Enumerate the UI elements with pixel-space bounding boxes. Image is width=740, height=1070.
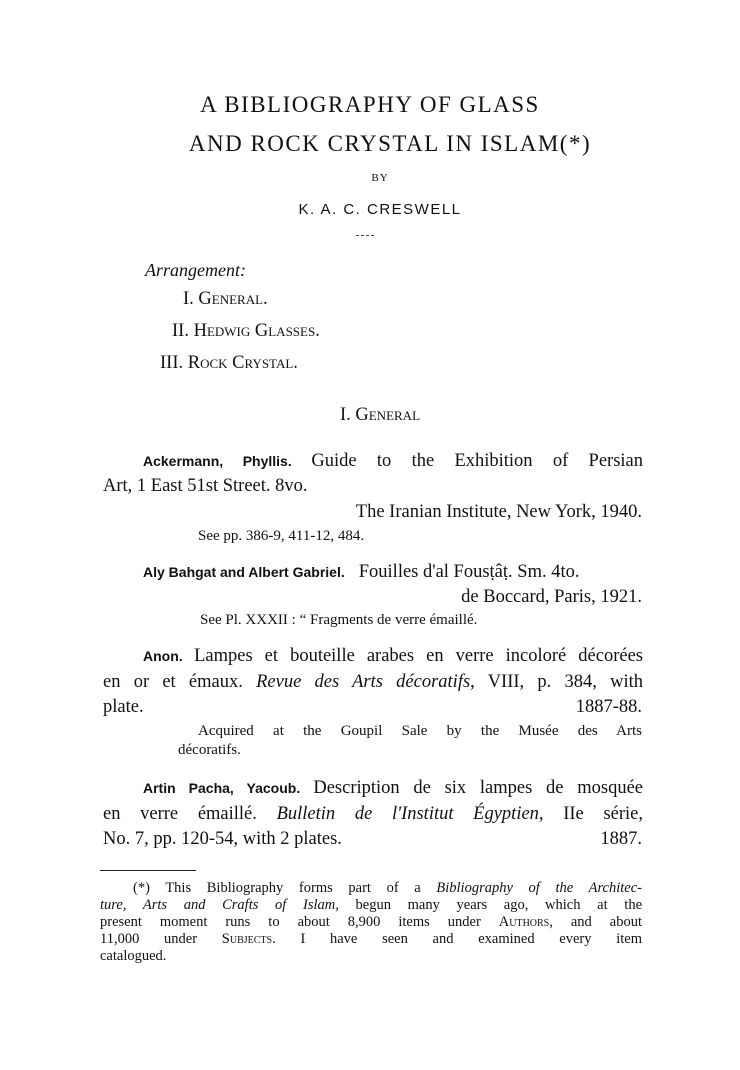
- footnote-line: [100, 897, 642, 914]
- entry-title: Fouilles d'al Fousṭâṭ. Sm. 4to.: [358, 562, 580, 582]
- entry-author: Artin Pacha, Yacoub.: [143, 780, 301, 796]
- entry-note-cont: décoratifs.: [178, 742, 241, 758]
- section-heading: I. General: [339, 405, 421, 425]
- arrangement-label-text: General.: [198, 289, 268, 309]
- footnote-text: 11,000 under: [100, 931, 198, 947]
- arrangement-numeral: II.: [172, 321, 189, 341]
- by-label: BY: [371, 172, 389, 184]
- footnote-line: catalogued.: [100, 948, 167, 964]
- footnote-text: This Bibliography forms part of a: [165, 880, 421, 896]
- title-divider: [356, 235, 374, 236]
- entry-first-line: [143, 778, 643, 799]
- author-name: K. A. C. CRESWELL: [298, 201, 462, 218]
- entry-date: 1887-88.: [575, 697, 642, 717]
- arrangement-item: [160, 353, 298, 374]
- entry-note: Acquired at the Goupil Sale by the Musée des Arts: [198, 723, 642, 739]
- entry-publisher: The Iranian Institute, New York, 1940.: [355, 502, 642, 522]
- entry-title: Description de six lampes de mosquée: [313, 778, 643, 798]
- footnote-line: [133, 880, 642, 897]
- entry-journal: Revue des Arts décoratifs,: [256, 672, 475, 692]
- entry-title-cont: plate.: [103, 697, 144, 717]
- arrangement-label-text: Rock Crystal.: [187, 353, 298, 373]
- arrangement-numeral: I.: [183, 289, 194, 309]
- footnote-text: and about: [570, 914, 642, 930]
- entry-title-cont: en verre émaillé.: [103, 804, 257, 824]
- entry-journal-line: [103, 672, 643, 693]
- footnote-line: [100, 931, 642, 948]
- entry-series: IIe série,: [563, 804, 643, 824]
- arrangement-numeral: III.: [160, 353, 184, 373]
- footnote-italic: Bibliography of the Architec-: [436, 880, 642, 896]
- title-line-1: A BIBLIOGRAPHY OF GLASS: [200, 92, 540, 117]
- footnote-marker: (*): [133, 880, 150, 896]
- entry-publisher: de Boccard, Paris, 1921.: [461, 587, 642, 607]
- footnote-smallcaps: Authors,: [498, 914, 553, 930]
- entry-volume: VIII, p. 384, with: [487, 672, 643, 692]
- arrangement-label-text: Hedwig Glasses.: [193, 321, 320, 341]
- footnote-rule: [100, 870, 196, 871]
- entry-title-cont: No. 7, pp. 120-54, with 2 plates.: [103, 829, 342, 849]
- entry-first-line: [143, 562, 579, 583]
- footnote-text: I have seen and examined every item: [300, 931, 642, 947]
- entry-date: 1887.: [600, 829, 642, 849]
- arrangement-item: [172, 321, 320, 342]
- entry-author: Anon.: [143, 648, 183, 664]
- entry-author: Ackermann, Phyllis.: [143, 453, 292, 469]
- entry-author: Aly Bahgat and Albert Gabriel.: [143, 564, 345, 580]
- arrangement-item: [183, 289, 268, 310]
- entry-title: Lampes et bouteille arabes en verre incoloré décorées: [194, 646, 643, 666]
- footnote-text: present moment runs to about 8,900 items under: [100, 914, 481, 930]
- footnote-smallcaps: Subjects.: [221, 931, 276, 947]
- arrangement-label: Arrangement:: [145, 260, 246, 280]
- entry-journal: Bulletin de l'Institut Égyptien,: [276, 804, 544, 824]
- entry-title-cont: en or et émaux.: [103, 672, 243, 692]
- footnote-text: begun many years ago, which at the: [355, 897, 643, 913]
- title-line-2: AND ROCK CRYSTAL IN ISLAM(*): [188, 131, 592, 156]
- entry-first-line: [143, 451, 643, 472]
- entry-first-line: [143, 646, 643, 667]
- entry-note: See pp. 386-9, 411-12, 484.: [198, 528, 365, 544]
- entry-note: See Pl. XXXII : “ Fragments de verre émaillé.: [200, 612, 478, 628]
- footnote-italic: ture, Arts and Crafts of Islam,: [100, 897, 339, 913]
- entry-journal-line: [103, 804, 643, 825]
- footnote-line: [100, 914, 642, 931]
- entry-title-cont: Art, 1 East 51st Street. 8vo.: [103, 476, 308, 496]
- entry-title: Guide to the Exhibition of Persian: [311, 451, 644, 471]
